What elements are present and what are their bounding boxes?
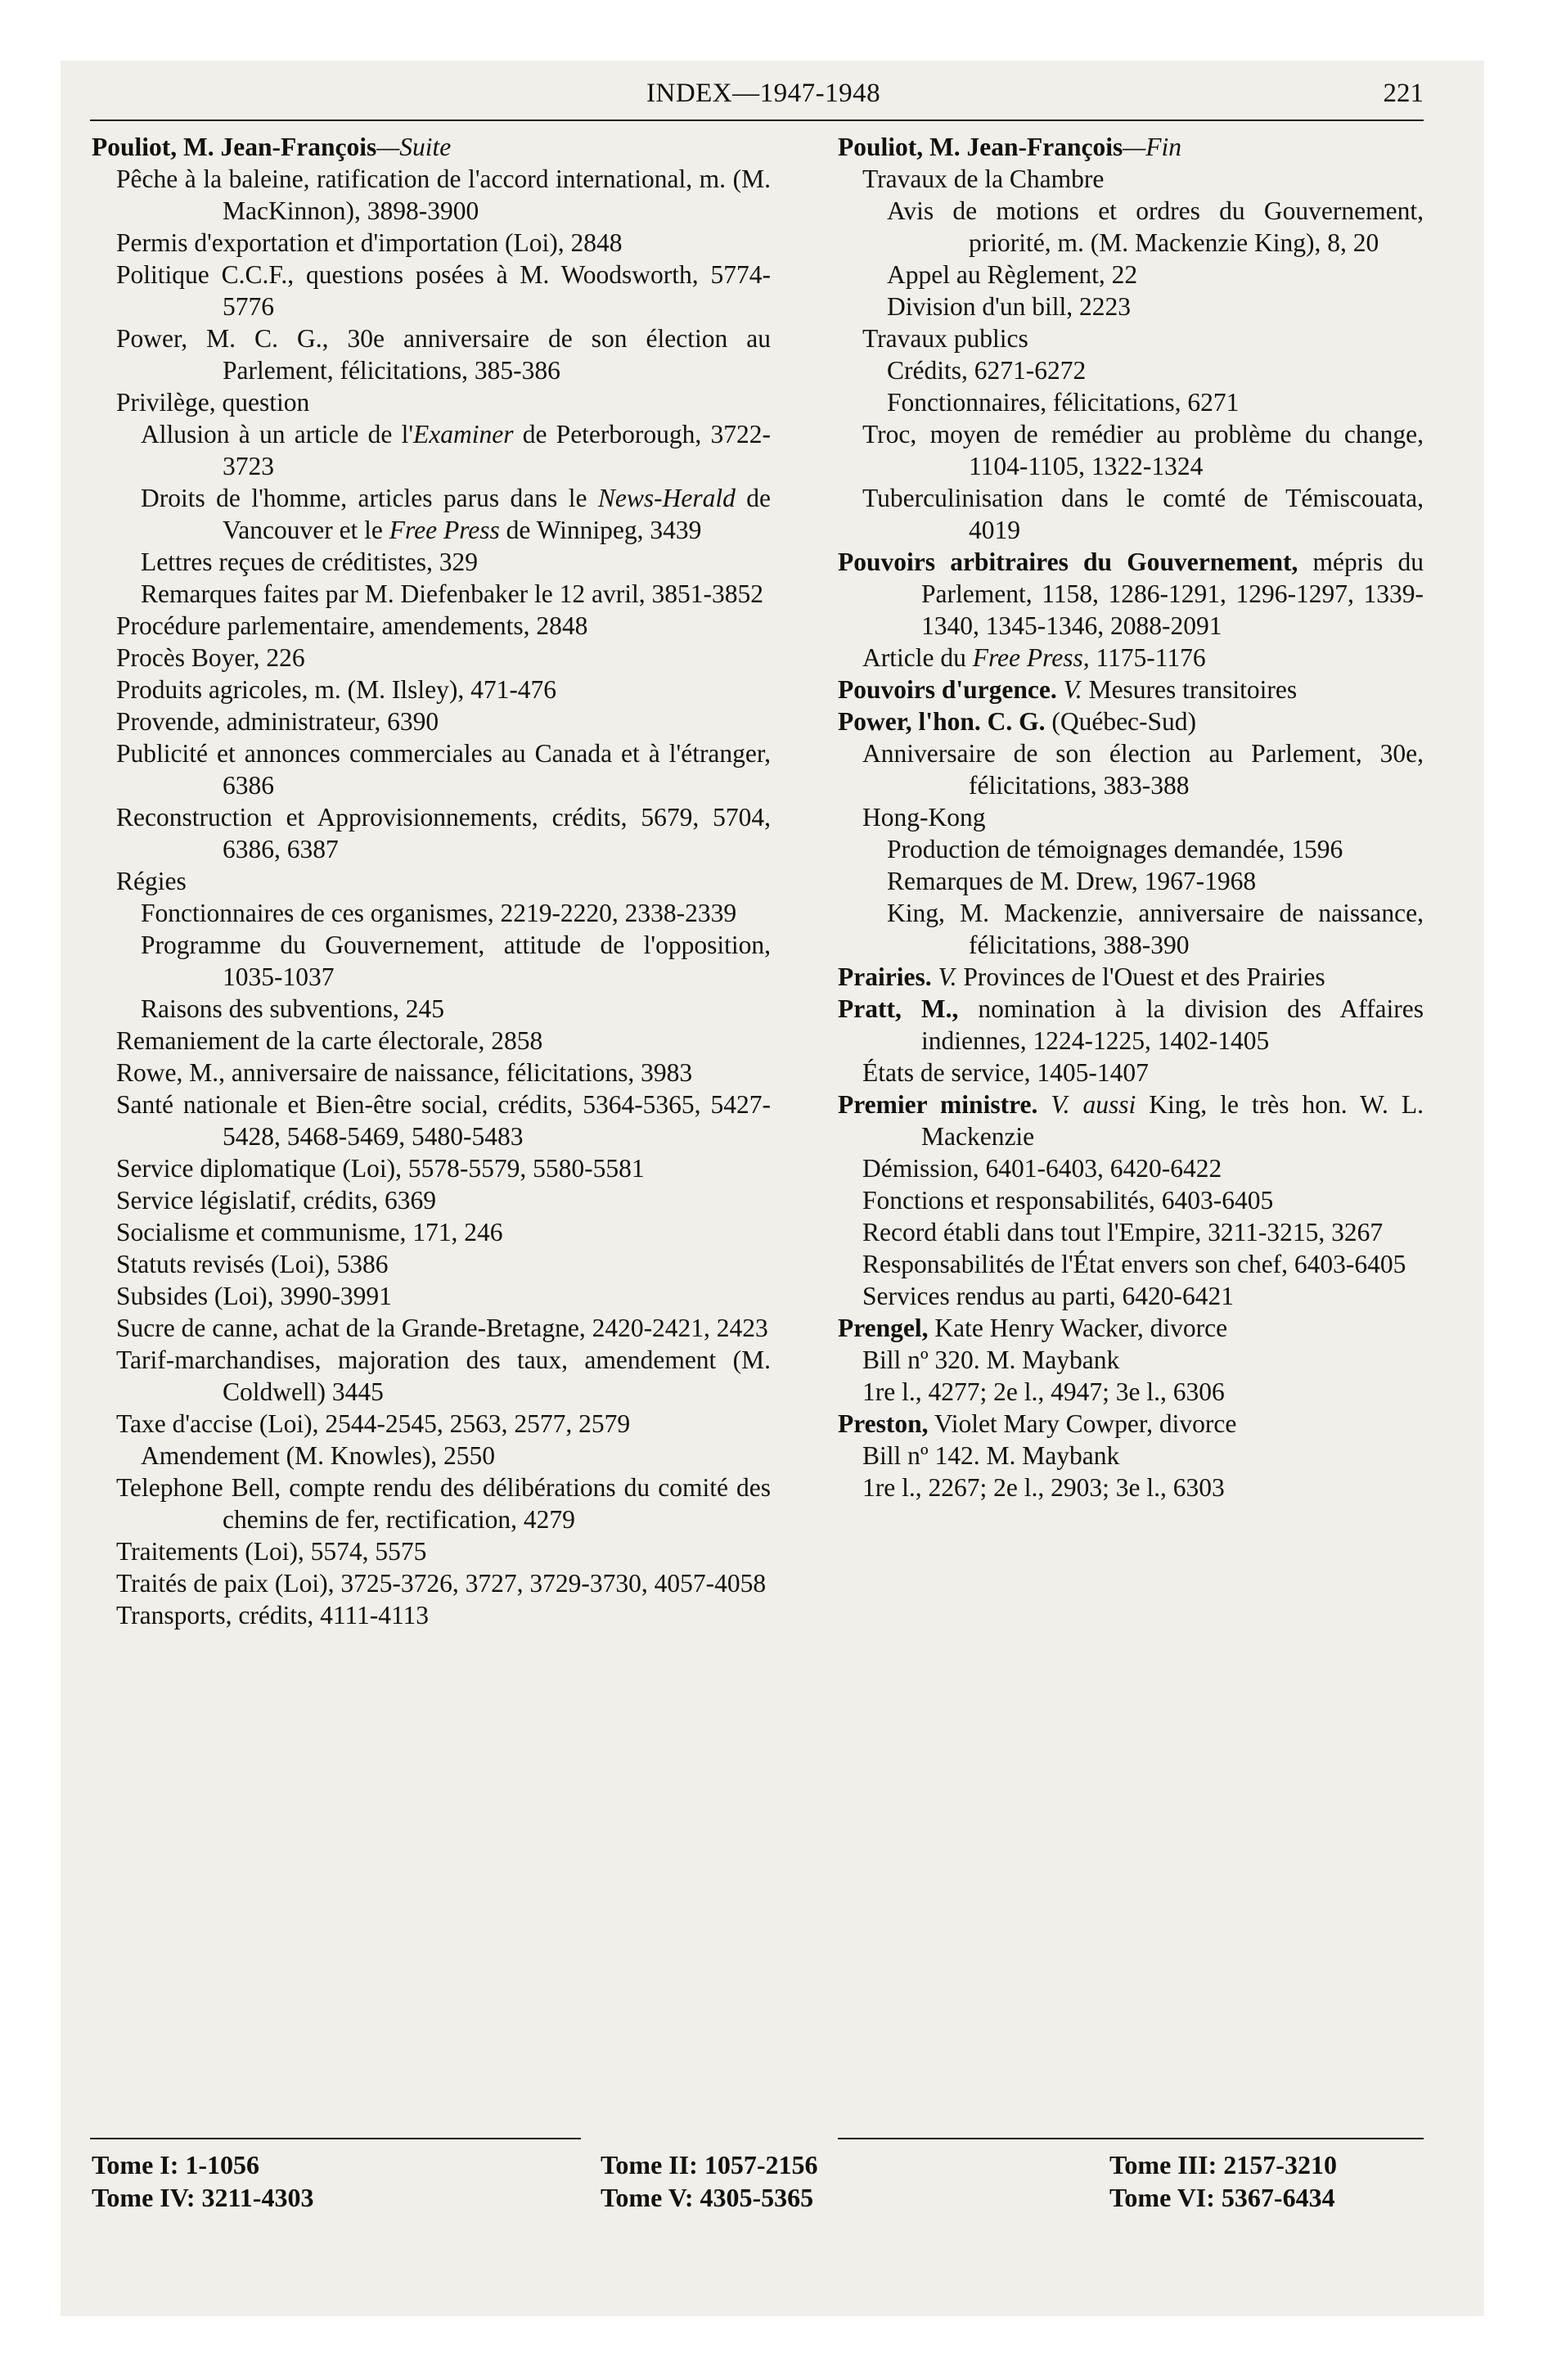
- subentry: Remarques de M. Drew, 1967-1968: [887, 867, 1257, 895]
- entry: Régies: [116, 867, 187, 895]
- entry-heading: Pouliot, M. Jean-François—Suite: [92, 133, 452, 161]
- entry: Politique C.C.F., questions posées à M. Woodsworth, 5774-5776: [116, 260, 771, 321]
- subentry: Programme du Gouvernement, attitude de l'opposition, 1035-1037: [141, 931, 771, 991]
- subentry: Fonctionnaires de ces organismes, 2219-2220, 2338-2339: [141, 899, 737, 927]
- entry: États de service, 1405-1407: [862, 1058, 1149, 1087]
- subentry: Division d'un bill, 2223: [887, 292, 1131, 321]
- entry: Tarif-marchandises, majoration des taux, amendement (M. Coldwell) 3445: [116, 1346, 771, 1406]
- footer-tomes-3: [1109, 2148, 1337, 2214]
- entry-heading: Preston, Violet Mary Cowper, divorce: [838, 1409, 1237, 1438]
- subentry: King, M. Mackenzie, anniversaire de naissance, félicitations, 388-390: [887, 899, 1424, 959]
- entry-heading: Pouvoirs d'urgence. V. Mesures transitoires: [838, 675, 1298, 704]
- subentry: Raisons des subventions, 245: [141, 994, 445, 1023]
- entry-heading: Pouvoirs arbitraires du Gouvernement, mépris du Parlement, 1158, 1286-1291, 1296-1297, 1339-1340, 1345-1346, 2088-2091: [838, 548, 1424, 640]
- subentry: Fonctionnaires, félicitations, 6271: [887, 388, 1240, 417]
- footer-rule-right: [838, 2138, 1424, 2139]
- entry: 1re l., 2267; 2e l., 2903; 3e l., 6303: [862, 1473, 1225, 1502]
- entry: Transports, crédits, 4111-4113: [116, 1601, 430, 1629]
- subentry: Amendement (M. Knowles), 2550: [141, 1441, 496, 1470]
- entry: Bill nº 320. M. Maybank: [862, 1346, 1120, 1374]
- entry: Power, M. C. G., 30e anniversaire de son élection au Parlement, félicitations, 385-386: [116, 324, 771, 385]
- entry: Démission, 6401-6403, 6420-6422: [862, 1154, 1222, 1183]
- entry: Procès Boyer, 226: [116, 643, 305, 672]
- entry: Procédure parlementaire, amendements, 2848: [116, 611, 588, 640]
- entry: Record établi dans tout l'Empire, 3211-3215, 3267: [862, 1218, 1384, 1246]
- right-column: [838, 131, 1424, 1503]
- entry: Subsides (Loi), 3990-3991: [116, 1282, 392, 1310]
- entry: Service diplomatique (Loi), 5578-5579, 5580-5581: [116, 1154, 645, 1183]
- entry: Services rendus au parti, 6420-6421: [862, 1282, 1235, 1310]
- tome-range: Tome I: 1-1056: [92, 2150, 260, 2179]
- entry: Sucre de canne, achat de la Grande-Bretagne, 2420-2421, 2423: [116, 1314, 768, 1342]
- subentry: Remarques faites par M. Diefenbaker le 12 avril, 3851-3852: [141, 579, 763, 608]
- tome-range: Tome V: 4305-5365: [601, 2183, 814, 2212]
- subentry: Production de témoignages demandée, 1596: [887, 835, 1343, 863]
- footer-tomes-2: [601, 2148, 817, 2214]
- entry: Reconstruction et Approvisionnements, crédits, 5679, 5704, 6386, 6387: [116, 803, 771, 863]
- subentry: Crédits, 6271-6272: [887, 356, 1087, 385]
- entry-heading: Pouliot, M. Jean-François—Fin: [838, 133, 1181, 161]
- entry: Tuberculinisation dans le comté de Témiscouata, 4019: [862, 484, 1424, 544]
- entry-heading: Prairies. V. Provinces de l'Ouest et des Prairies: [838, 962, 1325, 991]
- footer-tomes-1: [92, 2148, 313, 2214]
- header-rule: [90, 119, 1424, 121]
- tome-range: Tome III: 2157-3210: [1109, 2150, 1337, 2179]
- entry: Santé nationale et Bien-être social, crédits, 5364-5365, 5427-5428, 5468-5469, 5480-5483: [116, 1090, 771, 1151]
- entry: Pêche à la baleine, ratification de l'accord international, m. (M. MacKinnon), 3898-3900: [116, 165, 771, 225]
- tome-range: Tome II: 1057-2156: [601, 2150, 818, 2179]
- entry: Rowe, M., anniversaire de naissance, félicitations, 3983: [116, 1058, 693, 1087]
- entry: Telephone Bell, compte rendu des délibérations du comité des chemins de fer, rectification, 4279: [116, 1473, 771, 1534]
- entry: Privilège, question: [116, 388, 310, 417]
- entry: Anniversaire de son élection au Parlement, 30e, félicitations, 383-388: [862, 739, 1424, 800]
- entry: 1re l., 4277; 2e l., 4947; 3e l., 6306: [862, 1377, 1225, 1406]
- entry: Permis d'exportation et d'importation (Loi), 2848: [116, 228, 623, 257]
- footer-rule-left: [90, 2138, 581, 2139]
- subentry: Allusion à un article de l'Examiner de Peterborough, 3722-3723: [141, 420, 771, 480]
- subentry: Appel au Règlement, 22: [887, 260, 1138, 289]
- entry: Bill nº 142. M. Maybank: [862, 1441, 1120, 1470]
- entry: Responsabilités de l'État envers son chef, 6403-6405: [862, 1250, 1406, 1278]
- entry: Statuts revisés (Loi), 5386: [116, 1250, 389, 1278]
- entry: Provende, administrateur, 6390: [116, 707, 439, 736]
- entry-heading: Power, l'hon. C. G. (Québec-Sud): [838, 707, 1197, 736]
- entry: Remaniement de la carte électorale, 2858: [116, 1026, 543, 1055]
- entry: Travaux de la Chambre: [862, 165, 1105, 193]
- entry: Travaux publics: [862, 324, 1028, 353]
- page-number: 221: [1383, 79, 1424, 108]
- entry: Taxe d'accise (Loi), 2544-2545, 2563, 2577, 2579: [116, 1409, 631, 1438]
- tome-range: Tome VI: 5367-6434: [1109, 2183, 1335, 2212]
- entry: Produits agricoles, m. (M. Ilsley), 471-476: [116, 675, 557, 704]
- entry: Article du Free Press, 1175-1176: [862, 643, 1206, 672]
- page-header: [90, 79, 1424, 119]
- entry-heading: Prengel, Kate Henry Wacker, divorce: [838, 1314, 1228, 1342]
- entry-heading: Pratt, M., nomination à la division des Affaires indiennes, 1224-1225, 1402-1405: [838, 994, 1424, 1055]
- entry: Hong-Kong: [862, 803, 986, 832]
- subentry: Lettres reçues de créditistes, 329: [141, 548, 478, 576]
- running-title: INDEX—1947-1948: [646, 79, 881, 108]
- entry: Service législatif, crédits, 6369: [116, 1186, 437, 1215]
- entry: Publicité et annonces commerciales au Canada et à l'étranger, 6386: [116, 739, 771, 800]
- subentry: Droits de l'homme, articles parus dans le News-Herald de Vancouver et le Free Press de Winnipeg, 3439: [141, 484, 771, 544]
- tome-range: Tome IV: 3211-4303: [92, 2183, 314, 2212]
- subentry: Avis de motions et ordres du Gouvernement, priorité, m. (M. Mackenzie King), 8, 20: [887, 196, 1424, 257]
- entry-heading: Premier ministre. V. aussi King, le très hon. W. L. Mackenzie: [838, 1090, 1424, 1151]
- entry: Traités de paix (Loi), 3725-3726, 3727, 3729-3730, 4057-4058: [116, 1569, 767, 1598]
- entry: Fonctions et responsabilités, 6403-6405: [862, 1186, 1274, 1215]
- entry: Traitements (Loi), 5574, 5575: [116, 1537, 427, 1566]
- left-column: [92, 131, 771, 1631]
- entry: Socialisme et communisme, 171, 246: [116, 1218, 503, 1246]
- entry: Troc, moyen de remédier au problème du change, 1104-1105, 1322-1324: [862, 420, 1424, 480]
